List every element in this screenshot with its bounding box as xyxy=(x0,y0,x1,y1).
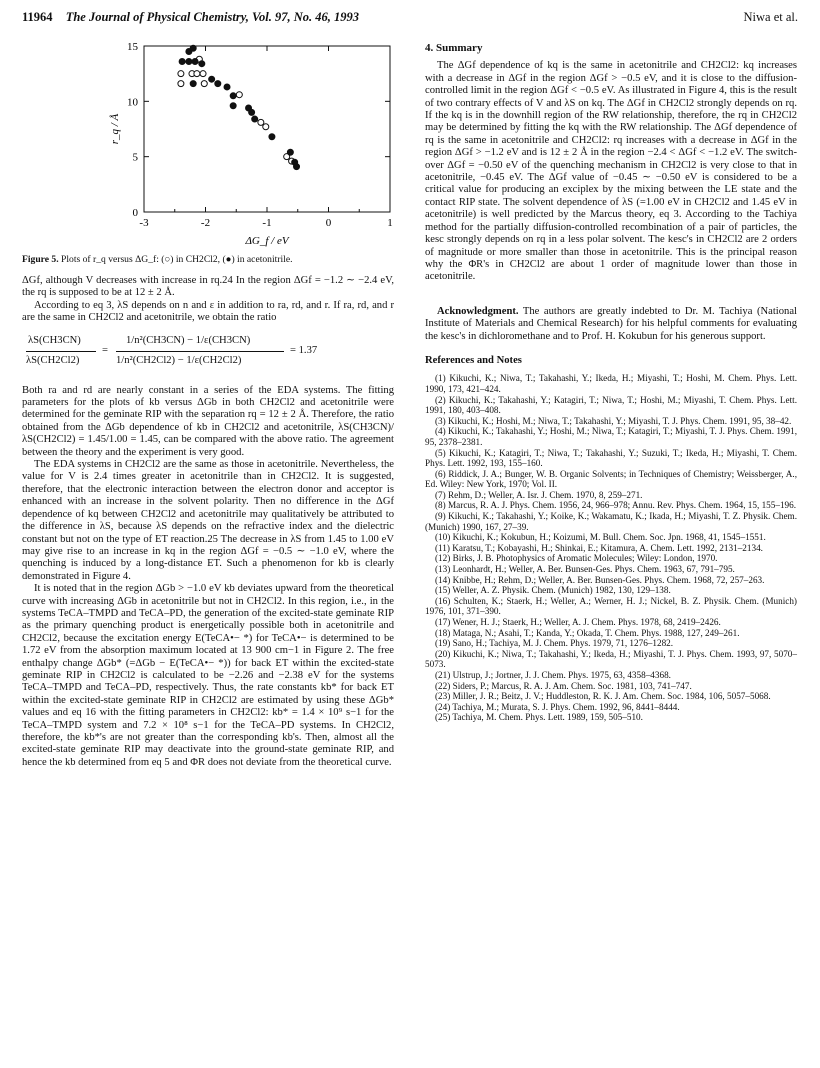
figure-caption xyxy=(22,254,394,265)
reference-item: (9) Kikuchi, K.; Takahashi, Y.; Koike, K.; Wakamatu, K.; Ikada, H.; Miyashi, T. Z. Physik. Chem. (Munich) 1990, 167, 27–39. xyxy=(425,511,797,532)
ack-text: The authors are greatly indebted to Dr. M. Tachiya (National Institute of Materials and Chemical Research) for his helpful comments for evaluating the kesc's in dichloromethane and to Prof. H. Kokubun for his generous support. xyxy=(425,305,797,342)
point-acetonitrile xyxy=(230,93,236,99)
reference-item: (14) Knibbe, H.; Rehm, D.; Weller, A. Ber. Bunsen-Ges. Phys. Chem. 1968, 72, 257–263. xyxy=(435,574,765,585)
reference-item: (10) Kikuchi, K.; Kokubun, H.; Koizumi, M. Bull. Chem. Soc. Jpn. 1968, 41, 1545–1551. xyxy=(435,532,766,543)
point-acetonitrile xyxy=(179,58,185,64)
point-acetonitrile xyxy=(230,103,236,109)
eq-lhs-numerator: λS(CH3CN) xyxy=(28,334,81,346)
reference-item: (3) Kikuchi, K.; Hoshi, M.; Niwa, T.; Takahashi, Y.; Miyashi, T. J. Phys. Chem. 1991, 95, 38–42. xyxy=(435,415,792,426)
point-acetonitrile xyxy=(287,149,293,155)
journal-name: The Journal of Physical Chemistry, Vol. 97, No. 46, 1993 xyxy=(65,10,359,24)
x-axis-label: ΔG_f / eV xyxy=(245,235,289,247)
caption-label: Figure 5. xyxy=(22,254,59,265)
paragraph: Both ra and rd are nearly constant in a series of the EDA systems. The fitting parameters for the plots of kb versus ΔGb in both CH2Cl2 and acetonitrile were determined for the geminate RIP with the separation rq = 12 ± 2 Å. Therefore, the ratio obtained from the ΔGb dependence of kb in CH2Cl2 and acetonitrile, λS(CH3CN)/λS(CH2Cl2) = 1.45/1.00 = 1.45, can be compared with the above ratio. The agreement between the theory and the experiment is very good. xyxy=(22,384,394,458)
ack-label: Acknowledgment. xyxy=(437,305,519,317)
reference-item: (23) Miller, J. R.; Beitz, J. V.; Huddleston, R. K. J. Am. Chem. Soc. 1984, 106, 5057–5068. xyxy=(435,691,771,702)
point-ch2cl2 xyxy=(258,119,264,125)
point-acetonitrile xyxy=(294,164,300,170)
reference-item: (7) Rehm, D.; Weller, A. Isr. J. Chem. 1970, 8, 259–271. xyxy=(435,489,643,500)
point-acetonitrile xyxy=(190,45,196,51)
reference-item: (15) Weller, A. Z. Physik. Chem. (Munich) 1982, 130, 129–138. xyxy=(435,585,671,596)
point-ch2cl2 xyxy=(178,71,184,77)
eq-rhs-denominator: 1/n²(CH2Cl2) − 1/ε(CH2Cl2) xyxy=(116,354,242,366)
point-acetonitrile xyxy=(249,109,255,115)
eq-equals: = xyxy=(102,344,108,356)
point-ch2cl2 xyxy=(201,81,207,87)
eq-value: = 1.37 xyxy=(290,344,318,356)
running-header xyxy=(22,10,798,28)
summary-heading: 4. Summary xyxy=(425,42,483,54)
reference-item: (5) Kikuchi, K.; Katagiri, T.; Niwa, T.; Takahashi, Y.; Suzuki, T.; Ikeda, H.; Miyashi, T. Chem. Phys. Lett. 1992, 193, 155–160. xyxy=(425,447,797,469)
scatter-plot xyxy=(22,42,394,252)
y-tick-label: 5 xyxy=(132,151,138,164)
reference-list xyxy=(425,373,797,723)
eq-lhs-bar xyxy=(26,351,96,352)
y-tick-label: 15 xyxy=(127,42,138,53)
point-ch2cl2 xyxy=(200,71,206,77)
reference-item: (11) Karatsu, T.; Kobayashi, H.; Shinkai, E.; Kitamura, A. Chem. Lett. 1992, 2131–2134. xyxy=(435,542,763,553)
page-number: 11964 xyxy=(22,10,53,24)
reference-item: (25) Tachiya, M. Chem. Phys. Lett. 1989, 159, 505–510. xyxy=(435,712,643,723)
y-tick-label: 0 xyxy=(132,207,138,219)
reference-item: (17) Wener, H. J.; Staerk, H.; Weller, A. J. Chem. Phys. 1978, 68, 2419–2426. xyxy=(435,617,721,627)
reference-item: (16) Schulten, K.; Staerk, H.; Weller, A.; Werner, H. J.; Nickel, B. Z. Physik. Chem. (Munich) 1976, 101, 371–390. xyxy=(425,595,797,617)
reference-item: (18) Mataga, N.; Asahi, T.; Kanda, Y.; Okada, T. Chem. Phys. 1988, 127, 249–261. xyxy=(435,627,740,638)
references-heading: References and Notes xyxy=(425,354,522,366)
reference-item: (13) Leonhardt, H.; Weller, A. Ber. Bunsen-Ges. Phys. Chem. 1963, 67, 791–795. xyxy=(435,564,735,575)
right-column xyxy=(425,42,797,723)
point-acetonitrile xyxy=(186,58,192,64)
point-acetonitrile xyxy=(192,58,198,64)
point-acetonitrile xyxy=(252,116,258,122)
point-acetonitrile xyxy=(215,81,221,87)
reference-item: (22) Siders, P.; Marcus, R. A. J. Am. Chem. Soc. 1981, 103, 741–747. xyxy=(435,680,692,691)
reference-item: (19) Sano, H.; Tachiya, M. J. Chem. Phys. 1979, 71, 1276–1282. xyxy=(435,638,674,649)
x-tick-label: -2 xyxy=(200,217,211,229)
figure-5 xyxy=(22,42,394,252)
summary-paragraph: The ΔGf dependence of kq is the same in acetonitrile and CH2Cl2: kq increases with a decrease in ΔGf in the region ΔGf > −0.5 eV, and it is close to the diffusion-controlled limit in the region ΔGf < −0.5 eV. As illustrated in Figure 4, this is the result of two contrary effects of V and λS on kq. The ΔGf in CH2Cl2 strongly depends on rq. If the kq is in the downhill region of the RW relationship, therefore, the rq in CH2Cl2 may be determined by fitting the kq with the RW relationship. The ΔGf dependence of rq is the same in acetonitrile and CH2Cl2: rq increases with a decrease in ΔGf in the region ΔGf > −1.2 eV and is 12 ± 2 Å in the region −2.4 < ΔGf < −1.2 eV. The switch-over ΔGf = −0.50 eV of the quenching mechanism in CH2Cl2 is very close to that in acetonitrile, −0.45 eV. The ΔGf value of −0.45 ∼ −0.50 eV is considered to be a critical value for producing an exciplex by the mixing between the LE state and the contact RIP state. The solvent dependence of λS (=1.00 eV in CH2Cl2 and 1.45 eV in acetonitrile) is well predicted by the Marcus theory, eq 3. According to the Tachiya method for the partially diffusion-controlled recombination of a pair of particles, the kesc strongly depends on rq in a less polar solvent. The kesc's in CH2Cl2 are 2 orders of magnitude or more smaller than those in acetonitrile. This is the principal reason why the ΦR's in CH2Cl2 are about 1 order of magnitude lower than those in acetonitrile. xyxy=(425,60,797,283)
x-tick-label: -3 xyxy=(139,217,149,229)
paragraph: It is noted that in the region ΔGb > −1.0 eV kb deviates upward from the theoretical curve with increasing ΔGb in acetonitrile but not in CH2Cl2. In this region, i.e., in the systems TeCA–TMPD and TeCA–PD, the generation of the excited-state geminate RIP as the primary quenching product is energetically possible both in acetonitrile and CH2Cl2, because the excitation energy E(TeCA•− *) for TeCA•− is determined to be 1.72 eV from the absorption maximum located at 13 900 cm−1 in Figure 2. The free enthalpy change ΔGb* (=ΔGb − E(TeCA•− *)) for back ET within the excited-state geminate RIP in CH2Cl2 is calculated to be −2.26 and −2.38 eV for the systems TeCA–TMPD and TeCA–PD, respectively. Thus, the rate constants kb* for back ET within the excited-state geminate RIP in CH2Cl2 are estimated by using these ΔGb* values and eq 16 with the fitting parameters in CH2Cl2: kb* = 1.4 × 10⁹ s−1 for the TeCA–TMPD system and 7.2 × 10⁸ s−1 for the TeCA–PD systems. In CH2Cl2, therefore, the kb*'s are not greater than the corresponding kb's. Then, almost all the excited-state geminate RIP may deactivate into the ground-state geminate RIP, and hence the kb determined from eq 5 and ΦR does not deviate from the theoretical curve. xyxy=(22,583,394,768)
eq-rhs-bar xyxy=(116,351,284,352)
reference-item: (1) Kikuchi, K.; Niwa, T.; Takahashi, Y.; Ikeda, H.; Miyashi, T.; Hoshi, M. Chem. Phys. Lett. 1990, 173, 421–424. xyxy=(425,373,797,394)
reference-item: (24) Tachiya, M.; Murata, S. J. Phys. Chem. 1992, 96, 8441–8444. xyxy=(435,701,680,712)
y-tick-label: 10 xyxy=(127,96,138,109)
point-ch2cl2 xyxy=(178,81,184,87)
point-acetonitrile xyxy=(269,134,275,140)
reference-item: (8) Marcus, R. A. J. Phys. Chem. 1956, 24, 966–978; Annu. Rev. Phys. Chem. 1964, 15, 155–196. xyxy=(435,500,797,511)
reference-item: (4) Kikuchi, K.; Takahashi, Y.; Hoshi, M.; Niwa, T.; Katagiri, T.; Miyashi, T. J. Phys. Chem. 1991, 95, 2378–2381. xyxy=(425,426,797,447)
point-acetonitrile xyxy=(199,61,205,67)
paragraph: ΔGf, although V decreases with increase in rq.24 In the region ΔGf = −1.2 ∼ −2.4 eV, the rq is supposed to be at 12 ± 2 Å. xyxy=(22,275,394,299)
point-ch2cl2 xyxy=(194,71,200,77)
point-ch2cl2 xyxy=(236,92,242,98)
x-tick-label: 0 xyxy=(325,217,332,229)
x-tick-label: 1 xyxy=(387,217,393,229)
x-tick-label: -1 xyxy=(262,217,272,229)
running-author: Niwa et al. xyxy=(743,10,798,24)
point-acetonitrile xyxy=(190,81,196,87)
left-column xyxy=(22,42,394,769)
reference-item: (2) Kikuchi, K.; Takahashi, Y.; Katagiri, T.; Niwa, T.; Hoshi, M.; Miyashi, T. Chem. Phys. Lett. 1991, 180, 403–408. xyxy=(425,394,797,416)
eq-rhs-numerator: 1/n²(CH3CN) − 1/ε(CH3CN) xyxy=(126,334,251,346)
paragraph: The EDA systems in CH2Cl2 are the same as those in acetonitrile. Nevertheless, the value for V is 2.4 times greater in acetonitrile than in CH2Cl2. It is suggested, therefore, that the electronic interaction between the electron donor and acceptor is enhanced with an increase in the solvent polarity. Then no difference in the ΔGf dependence of kq between CH2Cl2 and acetonitrile may qualitatively be attributed to the difference in λS, because λS depends on the refractive index and the dielectric constant but not on the type of ET reaction.25 The decrease in λS from 1.45 to 1.00 eV may give rise to an increase in kq in the region ΔGf = −0.5 ∼ −1.0 eV, where the quenching is induced by a long-distance ET. Such a phenomenon for kb is clearly demonstrated in Figure 4. xyxy=(22,459,394,582)
point-acetonitrile xyxy=(209,76,215,82)
paragraph: According to eq 3, λS depends on n and ε in addition to ra, rd, and r. If ra, rd, and r are the same in CH2Cl2 and acetonitrile, we obtain the ratio xyxy=(22,299,394,324)
equation-ratio xyxy=(22,333,394,379)
point-ch2cl2 xyxy=(263,124,269,130)
reference-item: (21) Ulstrup, J.; Jortner, J. J. Chem. Phys. 1975, 63, 4358–4368. xyxy=(435,669,671,680)
y-axis-label: r_q / Å xyxy=(109,113,121,145)
eq-lhs-denominator: λS(CH2Cl2) xyxy=(26,354,80,366)
acknowledgment xyxy=(425,306,797,343)
point-acetonitrile xyxy=(224,84,230,90)
caption-text: Plots of r_q versus ΔG_f: (○) in CH2Cl2, (●) in acetonitrile. xyxy=(61,254,293,265)
reference-item: (20) Kikuchi, K.; Niwa, T.; Takahashi, Y.; Ikeda, H.; Miyashi, T. J. Phys. Chem. 1993, 97, 5070–5073. xyxy=(425,648,797,670)
reference-item: (12) Birks, J. B. Photophysics of Aromatic Molecules; Wiley: London, 1970. xyxy=(435,553,718,564)
reference-item: (6) Riddick, J. A.; Bunger, W. B. Organic Solvents; in Techniques of Chemistry; Weissberger, A., Ed. Wiley: New York, 1970; Vol. II. xyxy=(425,468,797,490)
